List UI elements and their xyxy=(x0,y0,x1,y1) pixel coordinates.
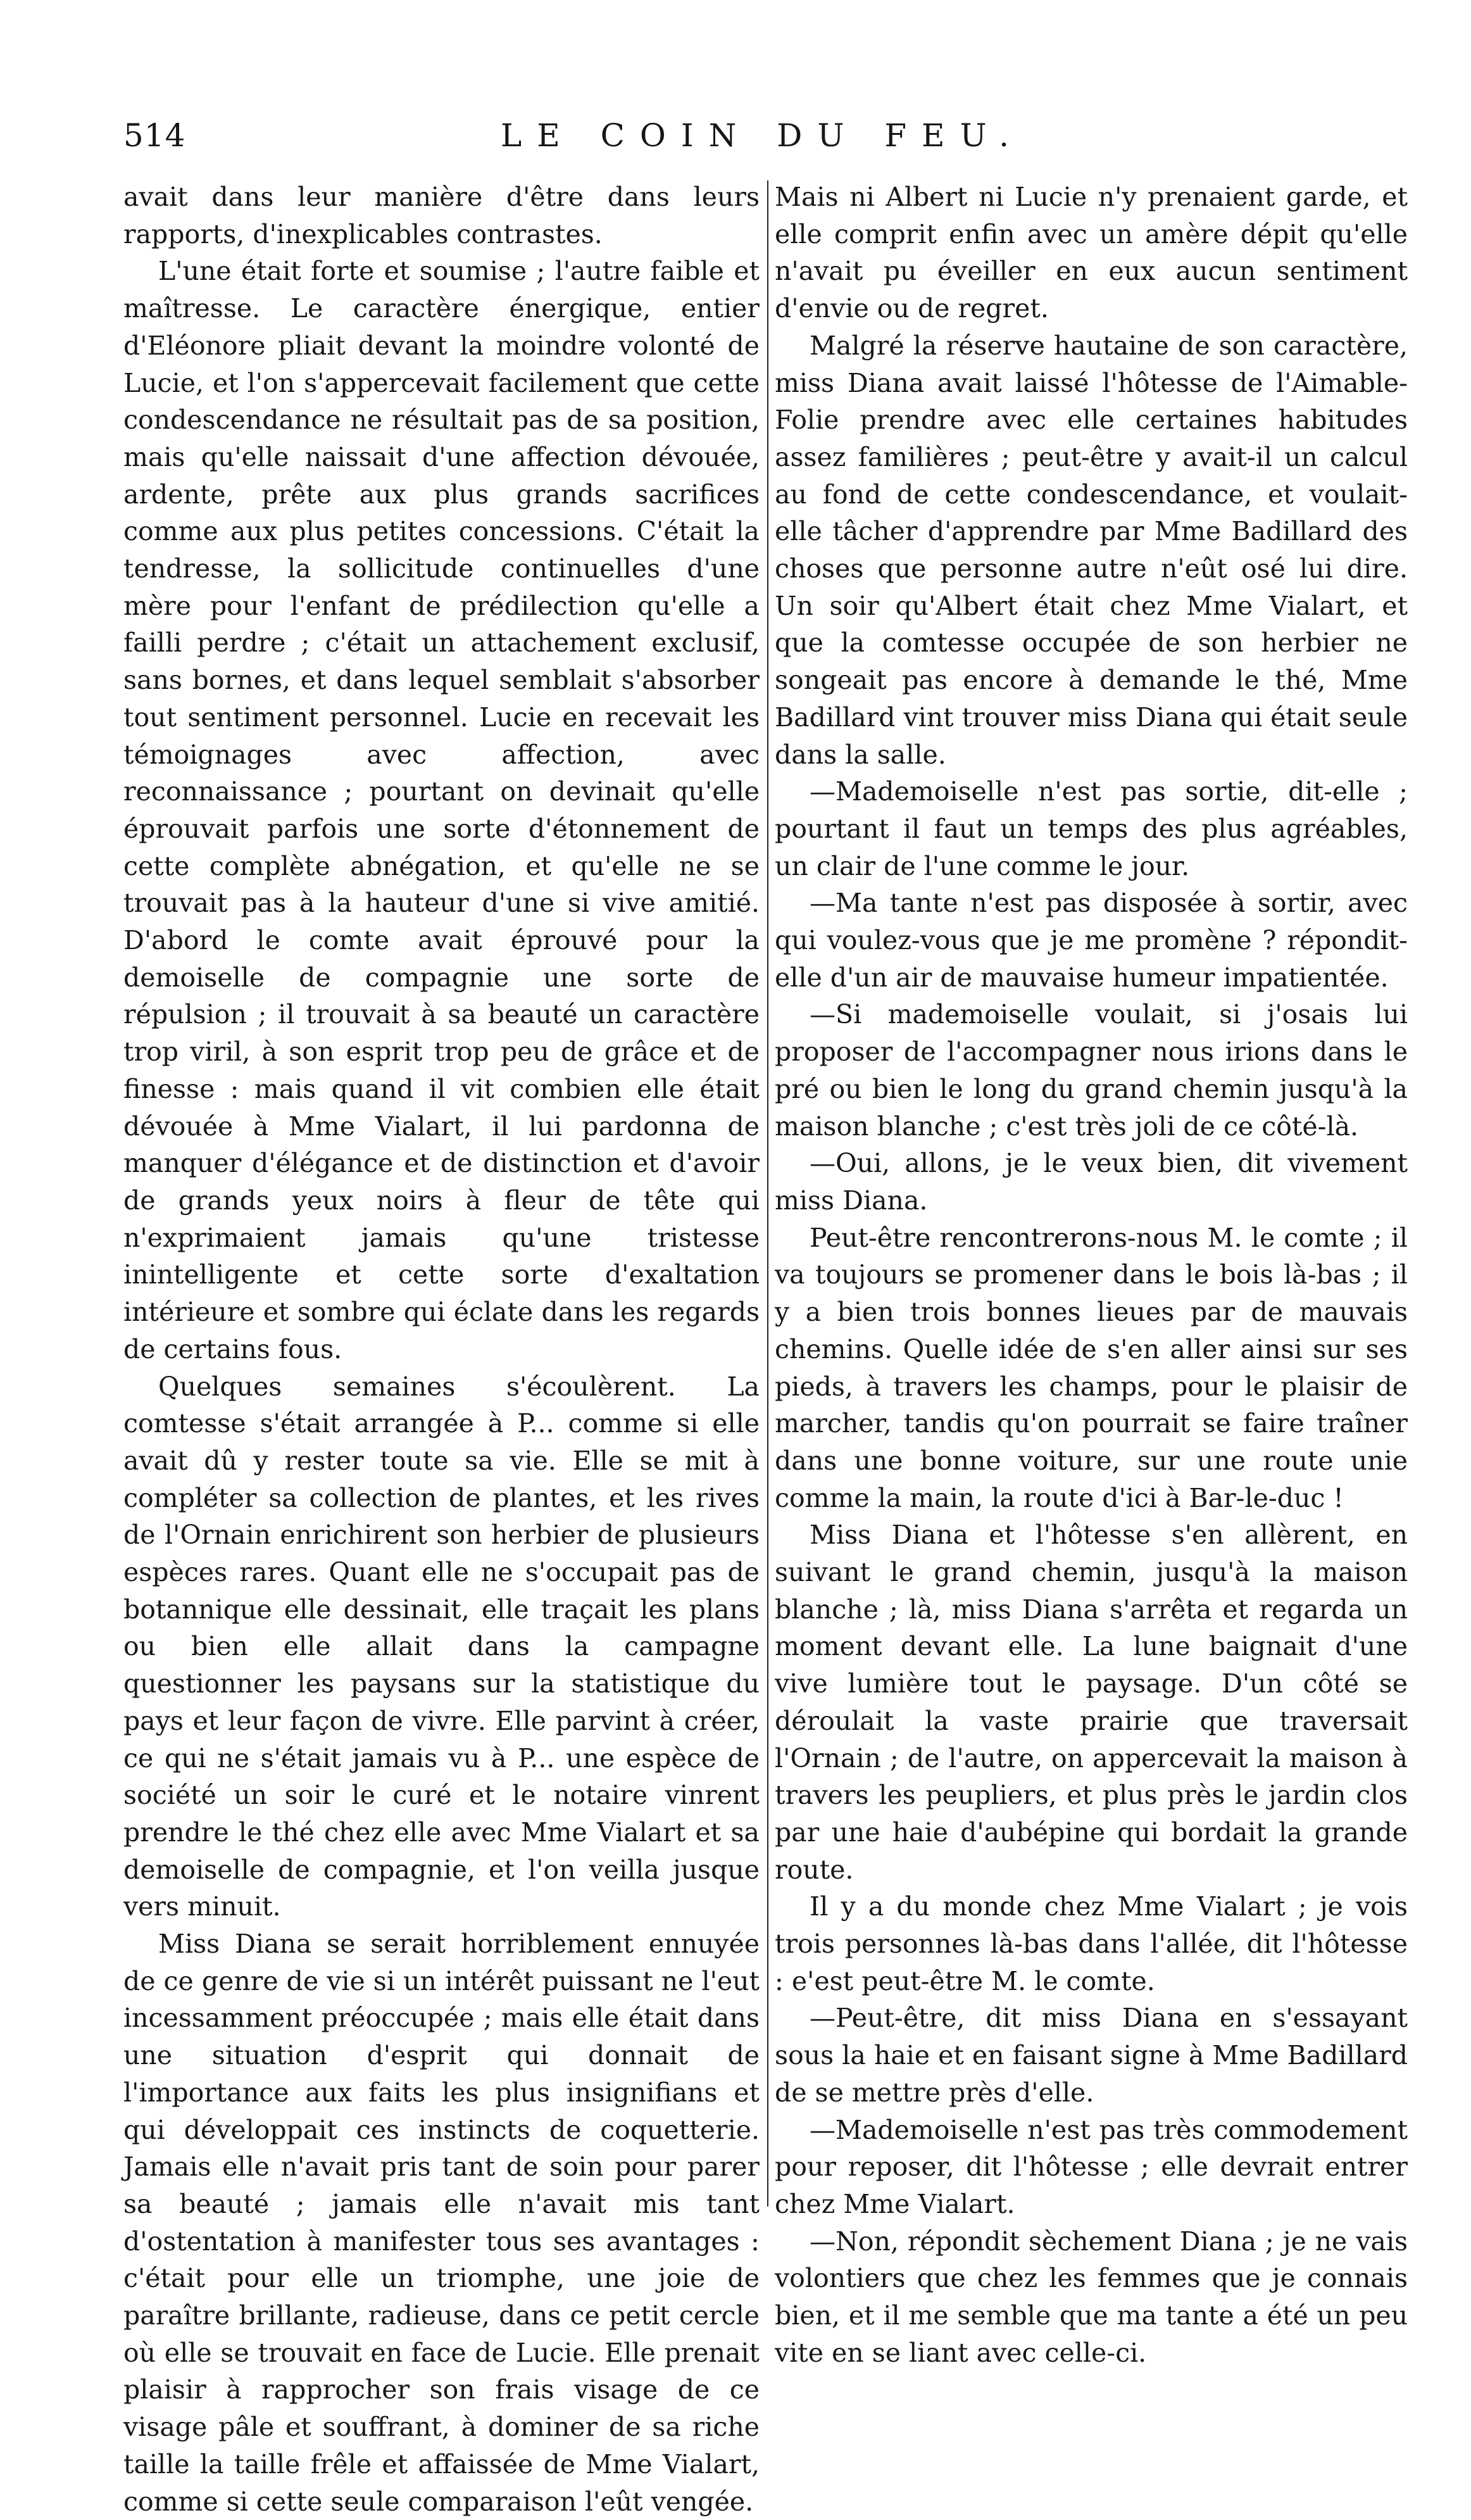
paragraph: —Non, répondit sèchement Diana ; je ne vais volontiers que chez les femmes que je connais bien, et il me semble que ma tante a été un peu vite en se liant avec celle-ci. xyxy=(775,2226,1408,2368)
paragraph: Quelques semaines s'écoulèrent. La comtesse s'était arrangée à P... comme si elle avait dû y rester toute sa vie. Elle se mit à compléter sa collection de plantes, et les rives de l'Ornain enrichirent son herbier de plusieurs espèces rares. Quant elle ne s'occupait pas de botannique elle dessinait, elle traçait les plans ou bien elle allait dans la campagne questionner les paysans sur la statistique du pays et leur façon de vivre. Elle parvint à créer, ce qui ne s'était jamais vu à P... une espèce de société un soir le curé et le notaire vinrent prendre le thé chez elle avec Mme Vialart et sa demoiselle de compagnie, et l'on veilla jusque vers minuit. xyxy=(123,1371,760,1922)
column-divider xyxy=(767,180,768,2207)
paragraph: Miss Diana et l'hôtesse s'en allèrent, en suivant le grand chemin, jusqu'à la maison blanche ; là, miss Diana s'arrêta et regarda un moment devant elle. La lune baignait d'une vive lumière tout le paysage. D'un côté se déroulait la vaste prairie que traversait l'Ornain ; de l'autre, on appercevait la maison à travers les peupliers, et plus près le jardin clos par une haie d'aubépine qui bordait la grande route. xyxy=(775,1520,1408,1885)
paragraph: L'une était forte et soumise ; l'autre faible et maîtresse. Le caractère énergique, entier d'Eléonore pliait devant la moindre volonté de Lucie, et l'on s'appercevait facilement que cette condescendance ne résultait pas de sa position, mais qu'elle naissait d'une affection dévouée, ardente, prête aux plus grands sacrifices comme aux plus petites concessions. C'était la tendresse, la sollicitude continuelles d'une mère pour l'enfant de prédilection qu'elle a failli perdre ; c'était un attachement exclusif, sans bornes, et dans lequel semblait s'absorber tout sentiment personnel. Lucie en recevait les témoignages avec affection, avec reconnaissance ; pourtant on devinait qu'elle éprouvait parfois une sorte d'étonnement de cette complète abnégation, et qu'elle ne se trouvait pas à la hauteur d'une si vive amitié. D'abord le comte avait éprouvé pour la demoiselle de compagnie une sorte de répulsion ; il trouvait à sa beauté un caractère trop viril, à son esprit trop peu de grâce et de finesse : mais quand il vit combien elle était dévouée à Mme Vialart, il lui pardonna de manquer d'élégance et de distinction et d'avoir de grands yeux noirs à fleur de tête qui n'exprimaient jamais qu'une tristesse inintelligente et cette sorte d'exaltation intérieure et sombre qui éclate dans les regards de certains fous. xyxy=(123,256,760,1364)
paragraph: Mais ni Albert ni Lucie n'y prenaient garde, et elle comprit enfin avec un amère dépit qu'elle n'avait pu éveiller en eux aucun sentiment d'envie ou de regret. xyxy=(775,182,1408,324)
right-column xyxy=(775,179,1408,2368)
paragraph: —Oui, allons, je le veux bien, dit vivement miss Diana. xyxy=(775,1148,1408,1216)
paragraph: —Mademoiselle n'est pas sortie, dit-elle ; pourtant il faut un temps des plus agréables, un clair de l'une comme le jour. xyxy=(775,776,1408,881)
paragraph: Il y a du monde chez Mme Vialart ; je vois trois personnes là-bas dans l'allée, dit l'hôtesse : e'est peut-être M. le comte. xyxy=(775,1891,1408,1996)
page-number: 514 xyxy=(123,117,186,154)
page-header xyxy=(123,117,1401,168)
paragraph: avait dans leur manière d'être dans leurs rapports, d'inexplicables contrastes. xyxy=(123,182,760,249)
paragraph: Miss Diana se serait horriblement ennuyée de ce genre de vie si un intérêt puissant ne l'eut incessamment préoccupée ; mais elle était dans une situation d'esprit qui donnait de l'importance aux faits les plus insignifians et qui développait ces instincts de coquetterie. Jamais elle n'avait pris tant de soin pour parer sa beauté ; jamais elle n'avait mis tant d'ostentation à manifester tous ses avantages : c'était pour elle un triomphe, une joie de paraître brillante, radieuse, dans ce petit cercle où elle se trouvait en face de Lucie. Elle prenait plaisir à rapprocher son frais visage de ce visage pâle et souffrant, à dominer de sa riche taille la taille frêle et affaissée de Mme Vialart, comme si cette seule comparaison l'eût vengée. xyxy=(123,1929,760,2517)
left-column xyxy=(123,179,760,2517)
running-title: LE COIN DU FEU. xyxy=(501,117,1024,154)
paragraph: Peut-être rencontrerons-nous M. le comte ; il va toujours se promener dans le bois là-bas ; il y a bien trois bonnes lieues par de mauvais chemins. Quelle idée de s'en aller ainsi sur ses pieds, à travers les champs, pour le plaisir de marcher, tandis qu'on pourrait se faire traîner dans une bonne voiture, sur une route unie comme la main, la route d'ici à Bar-le-duc ! xyxy=(775,1222,1408,1513)
paragraph: —Mademoiselle n'est pas très commodement pour reposer, dit l'hôtesse ; elle devrait entrer chez Mme Vialart. xyxy=(775,2114,1408,2219)
paragraph: —Peut-être, dit miss Diana en s'essayant sous la haie et en faisant signe à Mme Badillard de se mettre près d'elle. xyxy=(775,2003,1408,2108)
paragraph: —Si mademoiselle voulait, si j'osais lui proposer de l'accompagner nous irions dans le pré ou bien le long du grand chemin jusqu'à la maison blanche ; c'est très joli de ce côté-là. xyxy=(775,999,1408,1142)
paragraph: Malgré la réserve hautaine de son caractère, miss Diana avait laissé l'hôtesse de l'Aimable-Folie prendre avec elle certaines habitudes assez familières ; peut-être y avait-il un calcul au fond de cette condescendance, et voulait-elle tâcher d'apprendre par Mme Badillard des choses que personne autre n'eût osé lui dire. Un soir qu'Albert était chez Mme Vialart, et que la comtesse occupée de son herbier ne songeait pas encore à demande le thé, Mme Badillard vint trouver miss Diana qui était seule dans la salle. xyxy=(775,330,1408,770)
paragraph: —Ma tante n'est pas disposée à sortir, avec qui voulez-vous que je me promène ? répondit-elle d'un air de mauvaise humeur impatientée. xyxy=(775,888,1408,993)
